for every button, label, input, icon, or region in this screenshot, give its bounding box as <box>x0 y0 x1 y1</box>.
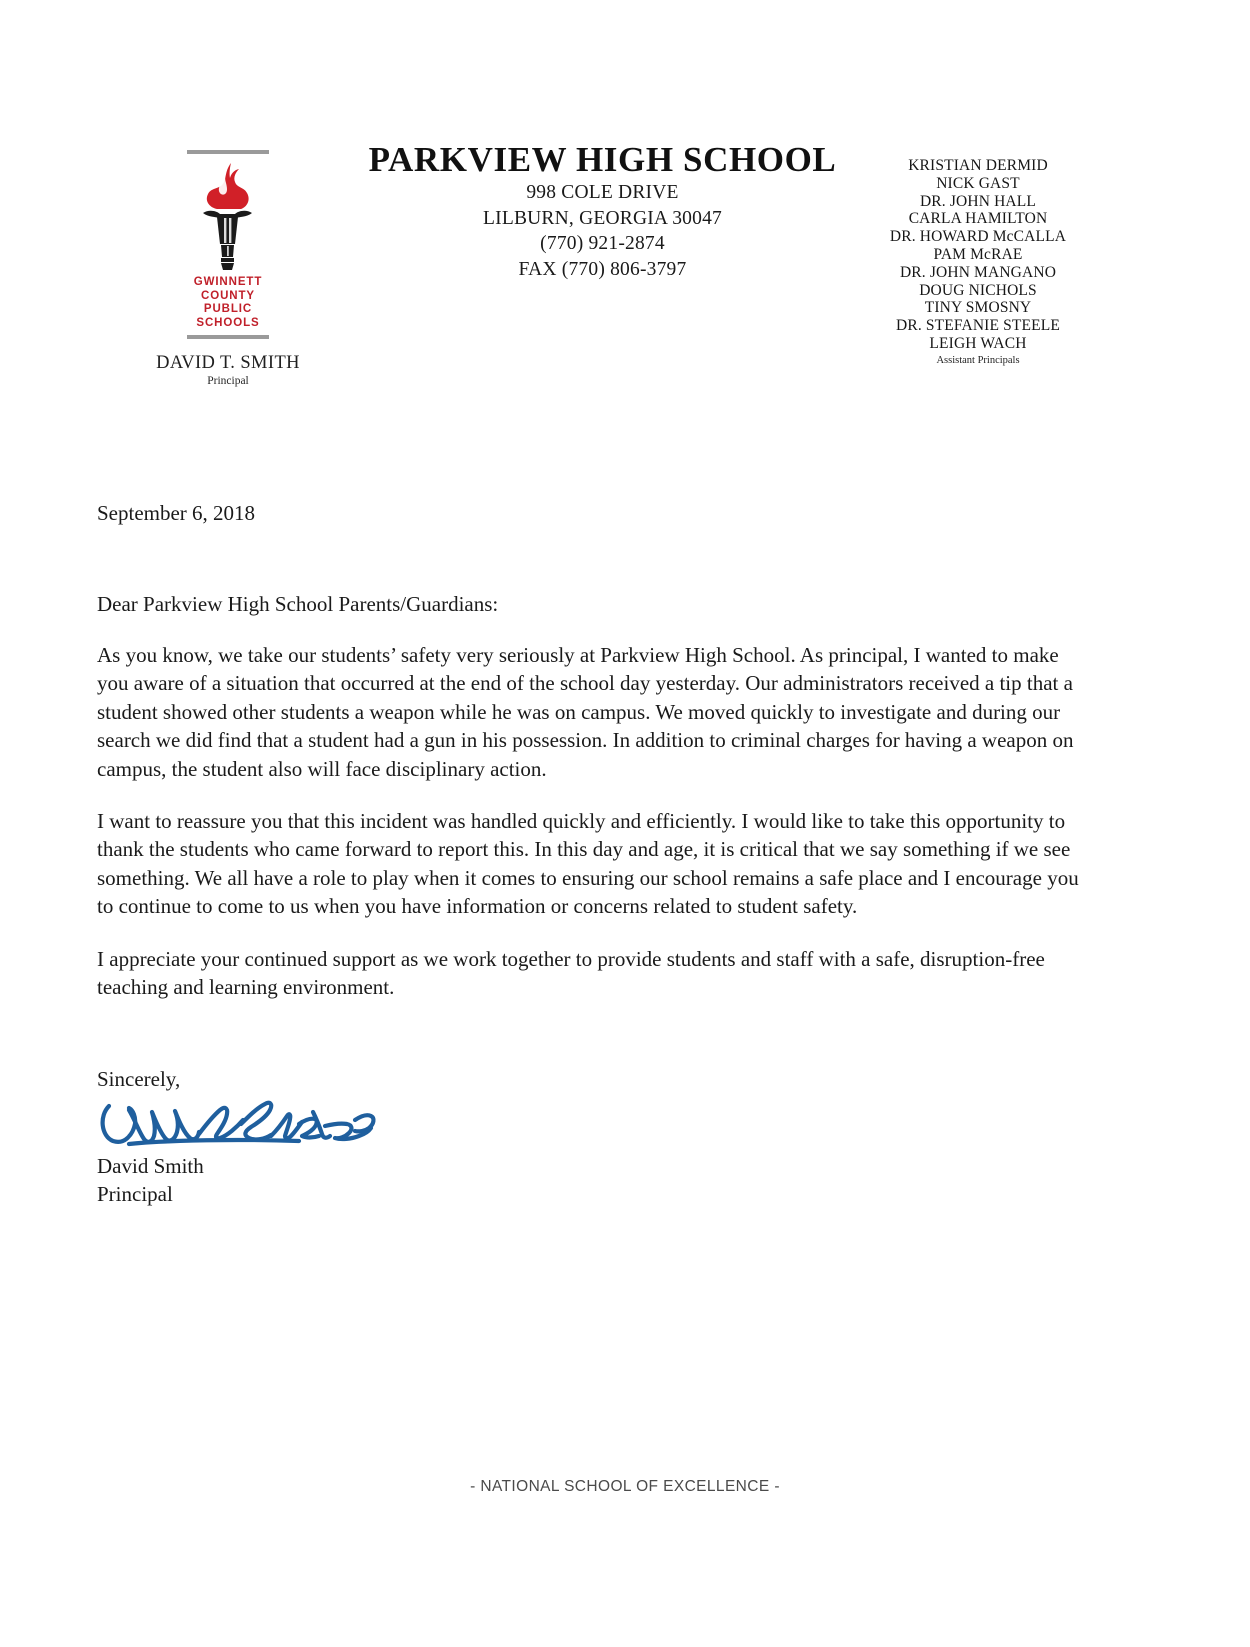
torch-icon <box>187 160 269 272</box>
principal-title: Principal <box>207 375 249 387</box>
assistant-principals-label: Assistant Principals <box>936 354 1020 366</box>
logo-word-3: PUBLIC <box>203 303 253 315</box>
assistant-principal-name: DR. JOHN HALL <box>919 192 1037 210</box>
letter-paragraph: I want to reassure you that this incident was handled quickly and efficiently. I would like to take this opportunity to thank the students who came forward to report this. In this day and age, it is critical that we say something if we see something. We all have a role to play when it comes to ensuring our school remains a safe place and I encourage you to continue to come to us when you have information or concerns related to student safety. <box>97 809 1079 919</box>
assistant-principal-name: LEIGH WACH <box>929 334 1027 352</box>
assistant-principal-name: KRISTIAN DERMID <box>908 157 1048 174</box>
address-line-street: 998 COLE DRIVE <box>526 182 679 203</box>
letter-salutation: Dear Parkview High School Parents/Guardians: <box>97 592 499 616</box>
assistant-principal-name: NICK GAST <box>936 174 1020 192</box>
school-name: PARKVIEW HIGH SCHOOL <box>368 140 837 179</box>
address-line-fax: FAX (770) 806-3797 <box>518 258 687 280</box>
logo-block <box>138 150 318 387</box>
letterhead <box>0 140 1250 405</box>
address-line-phone: (770) 921-2874 <box>540 233 665 254</box>
logo-word-1: GWINNETT <box>193 276 263 288</box>
assistant-principal-name: DOUG NICHOLS <box>919 281 1037 299</box>
assistant-principal-name: DR. HOWARD McCALLA <box>889 228 1067 246</box>
logo-word-4: SCHOOLS <box>196 316 260 329</box>
letter-paragraph: As you know, we take our students’ safety very seriously at Parkview High School. As principal, I wanted to make you aware of a situation that occurred at the end of the school day yesterday. Our administrators received a tip that a student showed other students a weapon while he was on campus. We moved quickly to investigate and during our search we did find that a student had a gun in his possession. In addition to criminal charges for having a weapon on campus, the student also will face disciplinary action. <box>97 643 1074 781</box>
handwritten-signature <box>99 1094 1087 1152</box>
signer-name: David Smith <box>97 1154 204 1179</box>
assistant-principal-name: PAM McRAE <box>933 245 1023 263</box>
school-identity-block <box>330 140 875 282</box>
signer-title: Principal <box>97 1182 173 1207</box>
assistant-principals-block <box>862 157 1094 366</box>
letter-paragraph: I appreciate your continued support as we work together to provide students and staff with a safe, disruption-free teaching and learning environment. <box>97 946 1045 1000</box>
assistant-principal-name: DR. JOHN MANGANO <box>899 263 1057 281</box>
assistant-principal-name: CARLA HAMILTON <box>908 210 1048 228</box>
letter-date: September 6, 2018 <box>97 501 256 525</box>
page-footer: - NATIONAL SCHOOL OF EXCELLENCE - <box>470 1478 780 1495</box>
letter-body <box>97 500 1087 1208</box>
principal-name: DAVID T. SMITH <box>156 353 300 373</box>
letter-closing: Sincerely, <box>97 1067 181 1092</box>
assistant-principal-name: TINY SMOSNY <box>924 299 1032 317</box>
gwinnett-county-public-schools-logo <box>187 150 269 339</box>
assistant-principal-name: DR. STEFANIE STEELE <box>895 317 1060 335</box>
logo-word-2: COUNTY <box>201 289 255 302</box>
address-line-city: LILBURN, GEORGIA 30047 <box>483 207 722 229</box>
